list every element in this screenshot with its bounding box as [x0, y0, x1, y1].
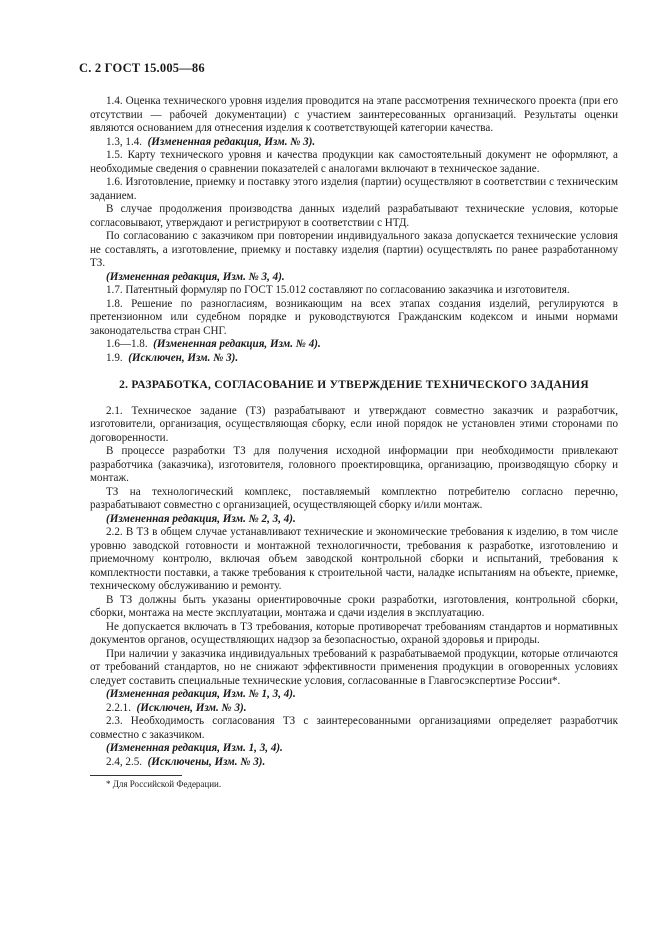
paragraph-1-4: 1.4. Оценка технического уровня изделия проводится на этапе рассмотрения технического проекта (при его отсутствии — рабочей документации) с участием заинтересованных организаций. Результаты оценки являются основанием для отнесения изделия к соответствующей категории качества. — [90, 95, 618, 134]
amendment-note: (Измененная редакция, Изм. № 4). — [153, 338, 321, 350]
paragraph-2-2-c: Не допускается включать в ТЗ требования, которые противоречат требованиям стандартов и нормативных документов органов, осуществляющих надзор за безопасностью, охраной здоровья и природы. — [90, 620, 618, 646]
amendment-note: (Измененная редакция, Изм. 1, 3, 4). — [106, 742, 283, 754]
amendment-1-3-1-4 — [90, 136, 618, 150]
paragraph-2-1-b: В процессе разработки ТЗ для получения исходной информации при необходимости привлекают разработчика (заказчика), изготовителя, головного проектировщика, организацию, производящую сборку и монтаж. — [90, 445, 618, 484]
paragraph-2-2: 2.2. В ТЗ в общем случае устанавливают технические и экономические требования к изделию, в том числе уровню заводской готовности и монтажной технологичности, требования к разработке, изготовлению и приемочному контролю, включая объем заводской контрольной сборки и испытаний, требования к комплектности поставки, а также требования к строительной части, наладке испытаниям на объекте, приемке, техническому обслуживанию и ремонту. — [90, 526, 618, 592]
footnote: * Для Российской Федерации. — [106, 779, 222, 789]
footnote-divider — [90, 775, 182, 776]
amendment-note: (Измененная редакция, Изм. № 2, 3, 4). — [106, 512, 296, 525]
paragraph-2-2-d: При наличии у заказчика индивидуальных требований к разрабатываемой продукции, которые отличаются от требований стандартов, но не снижают эффективности применения продукции в оговоренных условиях следует составить специальные технические условия, согласованные в Главгосэкспертизе России*. — [90, 647, 618, 687]
paragraph-1-6-c: По согласованию с заказчиком при повторении индивидуального заказа допускается технические условия не составлять, а изготовление, приемку и поставку изделия (партии) осуществлять по ранее разработанному ТЗ. — [90, 230, 618, 269]
paragraph-2-1: 2.1. Техническое задание (ТЗ) разрабатывают и утверждают совместно заказчик и разработчик, изготовители, организация, осуществляющая сборку, если иной порядок не установлен этими сторонами по договоренности. — [90, 404, 618, 444]
clause-number: 2.4, 2.5. — [106, 755, 143, 768]
document-body — [90, 95, 618, 790]
amendment-note: (Измененная редакция, Изм. № 3). — [147, 135, 316, 148]
paragraph-2-1-c: ТЗ на технологический комплекс, поставляемый комплектно потребителю согласно перечню, разрабатывают совместно с организацией, осуществляющей сборку и/или монтаж. — [90, 485, 618, 511]
paragraph-1-5: 1.5. Карту технического уровня и качества продукции как самостоятельный документ не оформляют, а необходимые сведения о сравнении показателей с аналогами включают в техническое задание. — [90, 149, 618, 175]
amendment-2-1 — [90, 513, 618, 527]
amendment-note: (Измененная редакция, Изм. № 3, 4). — [106, 270, 285, 283]
amendment-note: (Измененная редакция, Изм. № 1, 3, 4). — [106, 688, 296, 700]
paragraph-1-7: 1.7. Патентный формуляр по ГОСТ 15.012 составляют по согласованию заказчика и изготовителя. — [106, 284, 570, 296]
clause-number: 1.9. — [106, 351, 123, 364]
paragraph-2-4-2-5 — [90, 756, 618, 770]
clause-number: 1.6—1.8. — [106, 338, 148, 350]
paragraph-1-6: 1.6. Изготовление, приемку и поставку этого изделия (партии) осуществляют в соответствии с техническим заданием. — [90, 176, 618, 202]
paragraph-2-3: 2.3. Необходимость согласования ТЗ с заинтересованными организациями определяет разработчик совместно с заказчиком. — [90, 715, 618, 741]
paragraph-2-2-1 — [90, 702, 618, 716]
clause-number: 2.2.1. — [106, 701, 131, 714]
section-2-title: 2. РАЗРАБОТКА, СОГЛАСОВАНИЕ И УТВЕРЖДЕНИЕ ТЕХНИЧЕСКОГО ЗАДАНИЯ — [119, 379, 589, 391]
amendment-note: (Исключен, Изм. № 3). — [136, 701, 247, 714]
amendment-2-3 — [90, 742, 618, 756]
paragraph-2-2-b: В ТЗ должны быть указаны ориентировочные сроки разработки, изготовления, контрольной сборки, сборки, монтажа на месте эксплуатации, монтажа и сдачи изделия в эксплуатацию. — [90, 593, 618, 619]
page-header: С. 2 ГОСТ 15.005—86 — [79, 61, 205, 75]
clause-number: 1.3, 1.4. — [106, 135, 143, 148]
paragraph-1-6-b: В случае продолжения производства данных изделий разрабатывают технические условия, которые согласовывают, утверждают и регистрируют в соответствии с НТД. — [90, 203, 618, 229]
amendment-note: (Исключен, Изм. № 3). — [128, 351, 239, 364]
amendment-2-2 — [90, 688, 618, 702]
amendment-1-6 — [90, 271, 618, 285]
paragraph-1-9 — [90, 352, 618, 366]
amendment-1-6-1-8 — [90, 338, 618, 352]
amendment-note: (Исключены, Изм. № 3). — [147, 755, 266, 768]
paragraph-1-8: 1.8. Решение по разногласиям, возникающим на всех этапах создания изделий, регулируются в претензионном или судебном порядке и руководствуются Гражданским кодексом и иными нормами законодательства стран СНГ. — [90, 297, 618, 337]
